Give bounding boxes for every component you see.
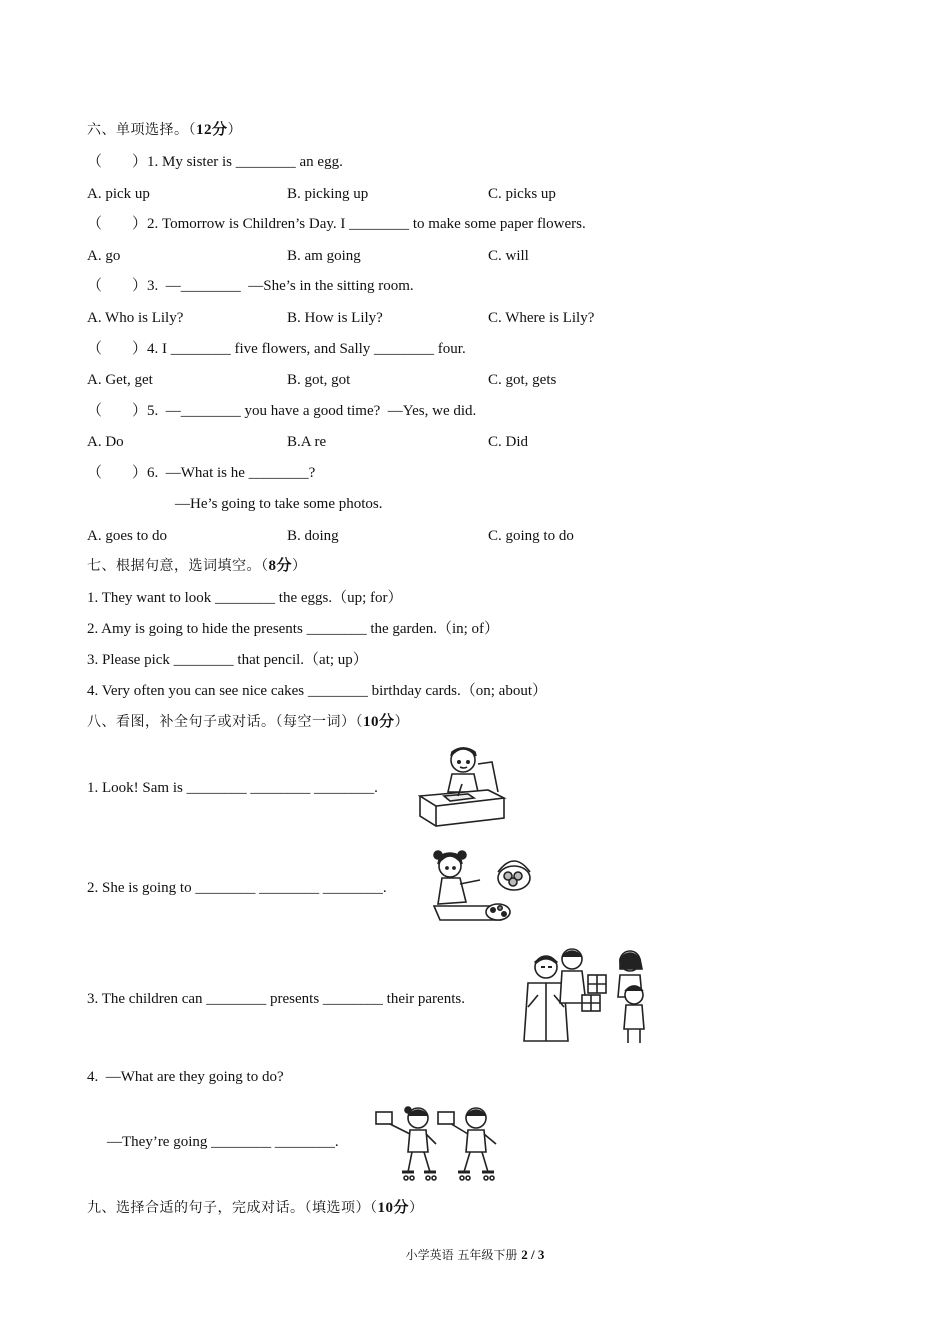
q3-option-b: B. How is Lily? <box>287 310 383 326</box>
question-3-stem: （ ）3. —________ —She’s in the sitting room. <box>87 278 414 294</box>
q3-option-c: C. Where is Lily? <box>488 310 595 326</box>
question-2-stem: （ ）2. Tomorrow is Children’s Day. I ________ to make some paper flowers. <box>87 216 586 232</box>
q1-option-b: B. picking up <box>287 186 369 202</box>
q4-option-a: A. Get, get <box>87 372 153 388</box>
q2-option-b: B. am going <box>287 248 361 264</box>
q6-option-a: A. goes to do <box>87 528 167 544</box>
q2-option-c: C. will <box>488 248 529 264</box>
fill-item-3: 3. Please pick ________ that pencil.（at; up） <box>87 652 368 668</box>
q6-option-c: C. going to do <box>488 528 574 544</box>
picture-item-4-answer: —They’re going ________ ________. <box>107 1134 339 1150</box>
q2-option-a: A. go <box>87 248 121 264</box>
page-footer: 小学英语 五年级下册 2 / 3 <box>405 1247 545 1262</box>
q1-option-a: A. pick up <box>87 186 150 202</box>
section-9-title: 九、选择合适的句子，完成对话。（填选项）（10分） <box>87 1200 424 1216</box>
section-6-title: 六、单项选择。（12分） <box>87 122 243 138</box>
picture-item-3: 3. The children can ________ presents ________ their parents. <box>87 991 465 1007</box>
picture-item-4-question: 4. —What are they going to do? <box>87 1069 284 1085</box>
children-giving-presents-illustration <box>516 945 650 1047</box>
question-5-stem: （ ）5. —________ you have a good time? —Yes, we did. <box>87 403 477 419</box>
q5-option-c: C. Did <box>488 434 529 450</box>
fill-item-4: 4. Very often you can see nice cakes ________ birthday cards.（on; about） <box>87 683 548 699</box>
girl-painting-illustration <box>430 846 534 926</box>
q4-option-b: B. got, got <box>287 372 351 388</box>
q5-option-a: A. Do <box>87 434 124 450</box>
q1-option-c: C. picks up <box>488 186 556 202</box>
question-6-stem: （ ）6. —What is he ________? <box>87 465 316 481</box>
question-4-stem: （ ）4. I ________ five flowers, and Sally ________ four. <box>87 341 466 357</box>
picture-item-1: 1. Look! Sam is ________ ________ ________. <box>87 780 378 796</box>
question-6-answer-line: —He’s going to take some photos. <box>175 496 383 512</box>
section-7-title: 七、根据句意，选词填空。（8分） <box>87 558 307 574</box>
q5-option-b: B.A re <box>287 434 327 450</box>
q6-option-b: B. doing <box>287 528 339 544</box>
two-children-skating-illustration <box>372 1104 502 1188</box>
q3-option-a: A. Who is Lily? <box>87 310 184 326</box>
picture-item-2: 2. She is going to ________ ________ ________. <box>87 880 387 896</box>
boy-drawing-at-desk-illustration <box>418 744 508 830</box>
fill-item-2: 2. Amy is going to hide the presents ________ the garden.（in; of） <box>87 621 500 637</box>
section-8-title: 八、看图，补全句子或对话。（每空一词）（10分） <box>87 714 410 730</box>
fill-item-1: 1. They want to look ________ the eggs.（up; for） <box>87 590 403 606</box>
q4-option-c: C. got, gets <box>488 372 557 388</box>
question-1-stem: （ ）1. My sister is ________ an egg. <box>87 154 343 170</box>
